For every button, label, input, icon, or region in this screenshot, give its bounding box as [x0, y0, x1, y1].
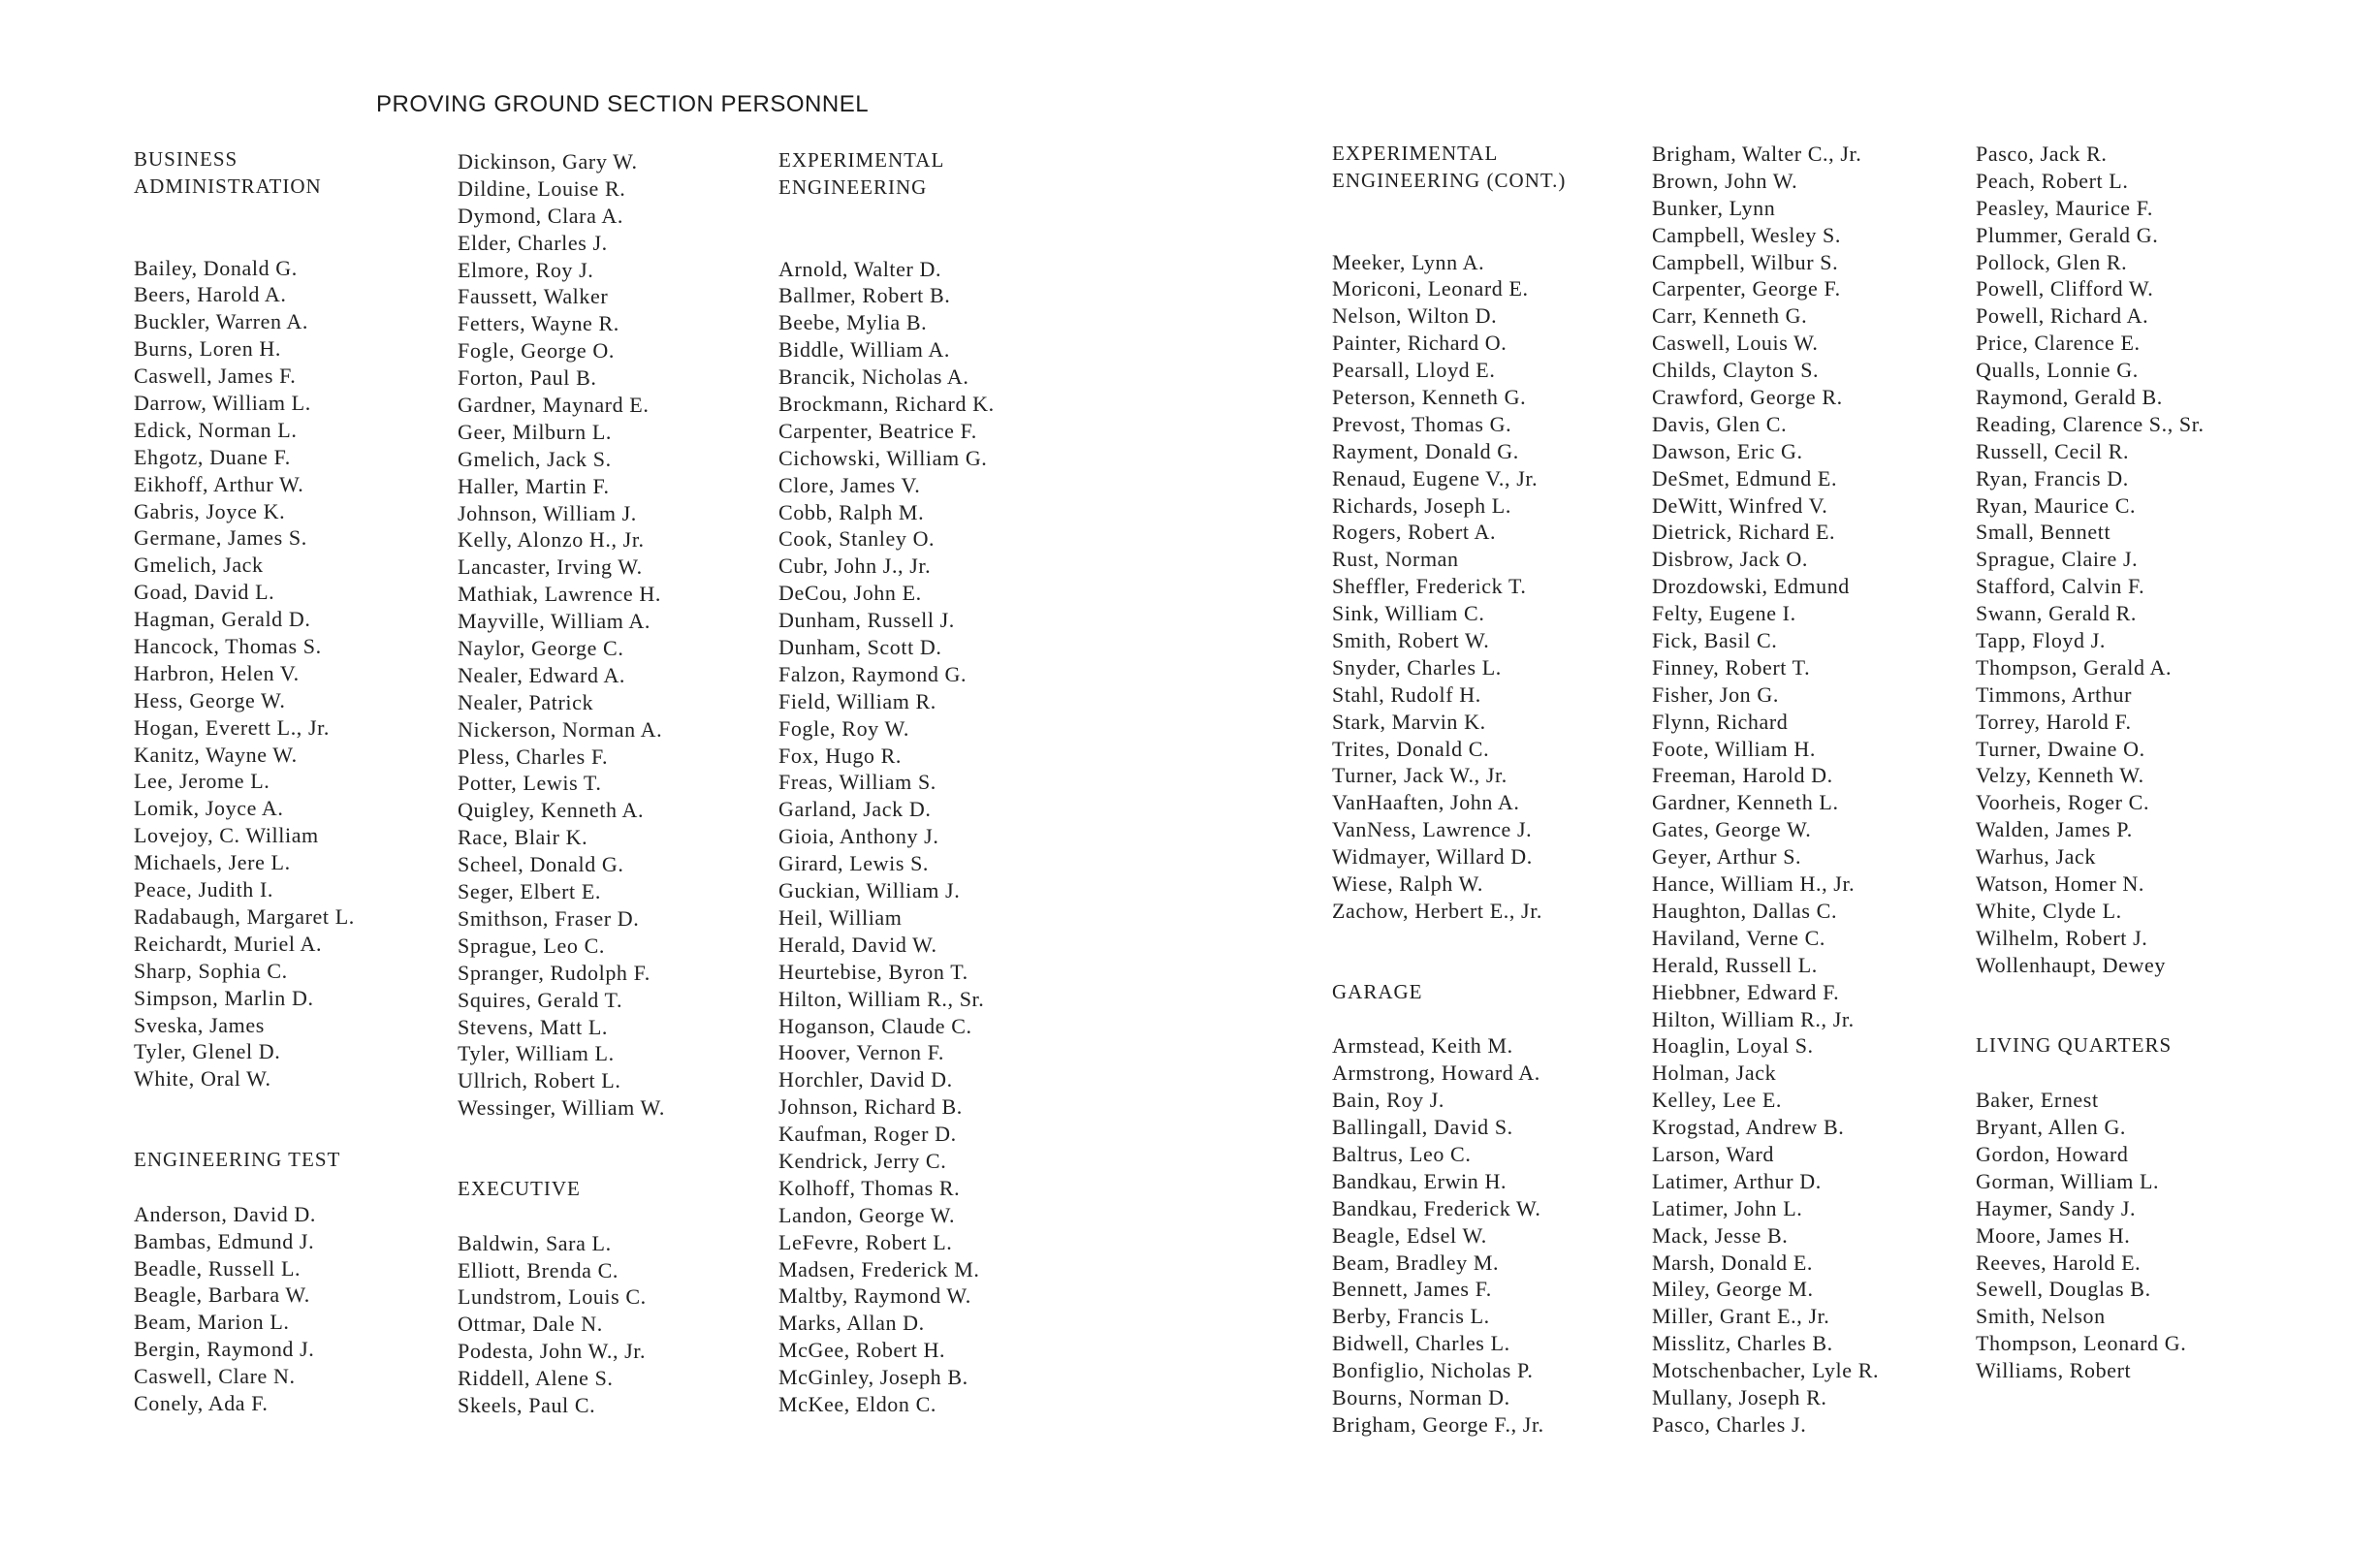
personnel-name: Johnson, Richard B. [778, 1094, 963, 1120]
personnel-name: Richards, Joseph L. [1332, 492, 1511, 518]
personnel-name: Spranger, Rudolph F. [458, 960, 651, 985]
personnel-name: Brockmann, Richard K. [778, 392, 995, 417]
personnel-name: Elmore, Roy J. [458, 257, 594, 282]
personnel-name: Painter, Richard O. [1332, 331, 1507, 356]
personnel-name: Brown, John W. [1652, 168, 1798, 193]
personnel-name: Bennett, James F. [1332, 1277, 1492, 1302]
personnel-name: Zachow, Herbert E., Jr. [1332, 898, 1543, 923]
personnel-name: Baltrus, Leo C. [1332, 1141, 1472, 1166]
personnel-name: Hoganson, Claude C. [778, 1013, 972, 1038]
personnel-column-3 [778, 147, 1098, 1418]
personnel-name: Forton, Paul B. [458, 365, 597, 391]
personnel-name: Mack, Jesse B. [1652, 1222, 1789, 1248]
personnel-name: Crawford, George R. [1652, 385, 1843, 410]
personnel-name: Watson, Homer N. [1976, 871, 2145, 897]
personnel-name: Field, William R. [778, 688, 936, 713]
personnel-name: Naylor, George C. [458, 636, 624, 661]
spacer [458, 1149, 777, 1176]
personnel-name: Stahl, Rudolf H. [1332, 681, 1481, 707]
personnel-name: Lovejoy, C. William [134, 823, 319, 848]
personnel-name: Carr, Kenneth G. [1652, 303, 1808, 329]
personnel-name: Falzon, Raymond G. [778, 661, 968, 686]
personnel-name: Campbell, Wesley S. [1652, 222, 1841, 247]
personnel-name: Peach, Robert L. [1976, 168, 2129, 193]
personnel-name: Ryan, Francis D. [1976, 465, 2129, 491]
spacer [458, 1122, 777, 1149]
personnel-name: Trites, Donald C. [1332, 736, 1490, 761]
personnel-name: Haymer, Sandy J. [1976, 1195, 2137, 1220]
personnel-name: Snyder, Charles L. [1332, 654, 1502, 680]
personnel-name: Cobb, Ralph M. [778, 499, 925, 524]
personnel-name: Haughton, Dallas C. [1652, 898, 1838, 923]
personnel-name: Fick, Basil C. [1652, 628, 1778, 653]
personnel-name: Goad, David L. [134, 580, 275, 605]
personnel-name: Beam, Marion L. [134, 1310, 290, 1335]
personnel-name: Stark, Marvin K. [1332, 709, 1486, 734]
personnel-name: Nickerson, Norman A. [458, 716, 663, 742]
personnel-name: Warhus, Jack [1976, 844, 2096, 870]
personnel-name: Armstrong, Howard A. [1332, 1060, 1540, 1086]
personnel-name: Riddell, Alene S. [458, 1366, 614, 1391]
personnel-name: Lee, Jerome L. [134, 769, 270, 794]
personnel-name: Gmelich, Jack S. [458, 446, 612, 471]
personnel-name: Dymond, Clara A. [458, 203, 623, 228]
personnel-name: Clore, James V. [778, 472, 921, 497]
personnel-name: Brigham, George F., Jr. [1332, 1411, 1544, 1437]
personnel-name: Quigley, Kenneth A. [458, 798, 645, 823]
personnel-name: Madsen, Frederick M. [778, 1256, 980, 1282]
personnel-name: Cubr, John J., Jr. [778, 554, 932, 579]
personnel-name: Caswell, Clare N. [134, 1364, 296, 1389]
personnel-name: Gardner, Maynard E. [458, 393, 650, 418]
personnel-name: Harbron, Helen V. [134, 660, 300, 685]
personnel-name: Thompson, Leonard G. [1976, 1331, 2187, 1356]
personnel-name: Fox, Hugo R. [778, 743, 902, 768]
spacer [134, 1174, 454, 1201]
spacer [1976, 979, 2296, 1006]
personnel-name: Johnson, William J. [458, 500, 637, 525]
personnel-name: Scheel, Donald G. [458, 852, 624, 877]
personnel-name: Geyer, Arthur S. [1652, 844, 1802, 870]
personnel-name: Walden, James P. [1976, 817, 2133, 842]
personnel-name: Timmons, Arthur [1976, 681, 2133, 707]
personnel-name: Hoover, Vernon F. [778, 1040, 944, 1065]
personnel-name: McKee, Eldon C. [778, 1391, 936, 1416]
personnel-name: Herald, David W. [778, 932, 937, 957]
personnel-name: Haviland, Verne C. [1652, 925, 1826, 950]
personnel-name: Disbrow, Jack O. [1652, 547, 1808, 572]
spacer [458, 1203, 777, 1230]
personnel-column-4 [1332, 141, 1652, 1439]
personnel-column-6 [1976, 141, 2296, 1384]
personnel-name: Beers, Harold A. [134, 282, 287, 307]
personnel-name: Plummer, Gerald G. [1976, 222, 2159, 247]
personnel-name: Hancock, Thomas S. [134, 634, 322, 659]
personnel-name: Pearsall, Lloyd E. [1332, 358, 1496, 383]
section-heading: BUSINESS [134, 147, 238, 171]
personnel-name: White, Clyde L. [1976, 898, 2122, 923]
personnel-name: Squires, Gerald T. [458, 987, 623, 1012]
personnel-name: Dunham, Russell J. [778, 608, 955, 633]
personnel-name: Sveska, James [134, 1012, 265, 1037]
personnel-name: Hoaglin, Loyal S. [1652, 1033, 1814, 1059]
personnel-name: Drozdowski, Edmund [1652, 574, 1850, 599]
personnel-name: Gardner, Kenneth L. [1652, 790, 1839, 815]
personnel-name: Armstead, Keith M. [1332, 1033, 1513, 1059]
personnel-name: VanHaaften, John A. [1332, 790, 1520, 815]
personnel-name: Mullany, Joseph R. [1652, 1384, 1827, 1409]
personnel-name: Ballmer, Robert B. [778, 283, 951, 308]
personnel-name: Sewell, Douglas B. [1976, 1277, 2151, 1302]
personnel-name: Beam, Bradley M. [1332, 1250, 1500, 1275]
personnel-name: Smith, Robert W. [1332, 628, 1490, 653]
personnel-name: Buckler, Warren A. [134, 309, 309, 334]
personnel-name: Wollenhaupt, Dewey [1976, 952, 2166, 977]
personnel-name: Reeves, Harold E. [1976, 1250, 2142, 1275]
personnel-name: Smithson, Fraser D. [458, 905, 640, 931]
personnel-name: Hilton, William R., Sr. [778, 986, 985, 1011]
personnel-name: Fetters, Wayne R. [458, 311, 619, 336]
personnel-name: Wessinger, William W. [458, 1095, 665, 1121]
personnel-name: Powell, Clifford W. [1976, 276, 2154, 301]
personnel-name: Widmayer, Willard D. [1332, 844, 1533, 870]
spacer [1332, 1006, 1652, 1033]
personnel-name: Simpson, Marlin D. [134, 985, 314, 1010]
personnel-name: Garland, Jack D. [778, 797, 932, 822]
personnel-name: Peasley, Maurice F. [1976, 195, 2153, 220]
personnel-name: Misslitz, Charles B. [1652, 1331, 1833, 1356]
personnel-name: Carpenter, Beatrice F. [778, 418, 977, 443]
personnel-name: Raymond, Gerald B. [1976, 385, 2163, 410]
personnel-name: Fisher, Jon G. [1652, 681, 1779, 707]
section-heading: ENGINEERING [778, 174, 928, 199]
personnel-name: Small, Bennett [1976, 520, 2111, 545]
personnel-name: Moriconi, Leonard E. [1332, 276, 1529, 301]
personnel-name: Maltby, Raymond W. [778, 1283, 971, 1309]
personnel-name: Bidwell, Charles L. [1332, 1331, 1510, 1356]
personnel-name: Caswell, James F. [134, 364, 297, 389]
personnel-name: Heurtebise, Byron T. [778, 959, 968, 984]
personnel-name: Landon, George W. [778, 1202, 956, 1227]
personnel-name: Lundstrom, Louis C. [458, 1284, 647, 1310]
personnel-name: Podesta, John W., Jr. [458, 1339, 647, 1364]
personnel-name: Smith, Nelson [1976, 1304, 2106, 1329]
spacer [134, 1092, 454, 1120]
personnel-name: White, Oral W. [134, 1066, 271, 1092]
personnel-name: Motschenbacher, Lyle R. [1652, 1358, 1880, 1383]
personnel-name: Latimer, John L. [1652, 1195, 1803, 1220]
section-heading: ENGINEERING (CONT.) [1332, 168, 1567, 192]
personnel-name: McGee, Robert H. [778, 1338, 946, 1363]
personnel-name: Reading, Clarence S., Sr. [1976, 411, 2205, 436]
personnel-name: Flynn, Richard [1652, 709, 1789, 734]
personnel-name: Turner, Jack W., Jr. [1332, 763, 1507, 788]
personnel-name: Rayment, Donald G. [1332, 438, 1519, 463]
personnel-name: Lancaster, Irving W. [458, 554, 643, 580]
personnel-name: Thompson, Gerald A. [1976, 654, 2173, 680]
personnel-name: Bandkau, Erwin H. [1332, 1168, 1507, 1193]
personnel-name: Baldwin, Sara L. [458, 1230, 612, 1255]
personnel-name: Turner, Dwaine O. [1976, 736, 2145, 761]
personnel-name: Stevens, Matt L. [458, 1014, 609, 1039]
personnel-name: Swann, Gerald R. [1976, 601, 2138, 626]
personnel-name: Hiebbner, Edward F. [1652, 979, 1840, 1004]
personnel-name: Ryan, Maurice C. [1976, 492, 2137, 518]
personnel-name: Herald, Russell L. [1652, 952, 1818, 977]
personnel-name: Wilhelm, Robert J. [1976, 925, 2148, 950]
personnel-name: Kelley, Lee E. [1652, 1088, 1783, 1113]
personnel-name: DeSmet, Edmund E. [1652, 465, 1838, 491]
personnel-name: Dunham, Scott D. [778, 635, 942, 660]
personnel-name: Dietrick, Richard E. [1652, 520, 1836, 545]
personnel-name: Williams, Robert [1976, 1358, 2132, 1383]
personnel-name: McGinley, Joseph B. [778, 1365, 968, 1390]
personnel-name: Kolhoff, Thomas R. [778, 1175, 961, 1200]
personnel-name: Burns, Loren H. [134, 336, 281, 362]
personnel-name: Reichardt, Muriel A. [134, 931, 323, 956]
personnel-name: Potter, Lewis T. [458, 771, 602, 796]
section-heading: EXECUTIVE [458, 1176, 581, 1200]
personnel-name: Renaud, Eugene V., Jr. [1332, 465, 1539, 491]
personnel-name: Seger, Elbert E. [458, 879, 602, 904]
personnel-name: Rust, Norman [1332, 547, 1459, 572]
personnel-name: Tapp, Floyd J. [1976, 628, 2106, 653]
section-heading: EXPERIMENTAL [1332, 142, 1499, 165]
personnel-name: Beebe, Mylia B. [778, 310, 928, 335]
personnel-name: Tyler, Glenel D. [134, 1039, 281, 1064]
personnel-name: Price, Clarence E. [1976, 331, 2141, 356]
personnel-name: Fogle, George O. [458, 338, 615, 364]
personnel-name: Lomik, Joyce A. [134, 796, 284, 821]
personnel-name: Baker, Ernest [1976, 1088, 2099, 1113]
spacer [778, 202, 1098, 229]
personnel-name: Voorheis, Roger C. [1976, 790, 2150, 815]
personnel-name: Hogan, Everett L., Jr. [134, 714, 330, 740]
personnel-name: Nelson, Wilton D. [1332, 303, 1498, 329]
personnel-name: Kanitz, Wayne W. [134, 742, 298, 767]
personnel-name: Ullrich, Robert L. [458, 1068, 621, 1093]
personnel-name: Heil, William [778, 904, 903, 930]
personnel-name: Cichowski, William G. [778, 445, 988, 470]
personnel-name: Stafford, Calvin F. [1976, 574, 2145, 599]
personnel-name: DeWitt, Winfred V. [1652, 492, 1828, 518]
personnel-name: Gorman, William L. [1976, 1168, 2160, 1193]
personnel-name: Hagman, Gerald D. [134, 607, 311, 632]
spacer [1976, 1060, 2296, 1087]
spacer [1332, 952, 1652, 979]
personnel-name: Childs, Clayton S. [1652, 358, 1820, 383]
personnel-name: Ehgotz, Duane F. [134, 444, 291, 469]
personnel-name: Russell, Cecil R. [1976, 438, 2130, 463]
personnel-name: Bain, Roy J. [1332, 1088, 1444, 1113]
personnel-name: Nealer, Patrick [458, 689, 594, 714]
personnel-name: Davis, Glen C. [1652, 411, 1788, 436]
personnel-name: Felty, Eugene I. [1652, 601, 1796, 626]
personnel-name: Larson, Ward [1652, 1141, 1774, 1166]
personnel-name: Fogle, Roy W. [778, 715, 909, 741]
personnel-name: Mathiak, Lawrence H. [458, 582, 661, 607]
personnel-name: Berby, Francis L. [1332, 1304, 1490, 1329]
spacer [1976, 1006, 2296, 1033]
personnel-name: LeFevre, Robert L. [778, 1229, 953, 1254]
personnel-name: Finney, Robert T. [1652, 654, 1811, 680]
personnel-name: Ottmar, Dale N. [458, 1312, 603, 1337]
section-heading: GARAGE [1332, 979, 1423, 1003]
spacer [778, 229, 1098, 256]
personnel-name: Meeker, Lynn A. [1332, 249, 1485, 274]
personnel-name: Gmelich, Jack [134, 553, 264, 578]
personnel-name: Peterson, Kenneth G. [1332, 385, 1527, 410]
spacer [134, 1120, 454, 1147]
personnel-column-1 [134, 146, 454, 1417]
personnel-name: Gordon, Howard [1976, 1141, 2129, 1166]
personnel-column-5 [1652, 141, 1972, 1439]
personnel-name: Beagle, Edsel W. [1332, 1222, 1487, 1248]
personnel-name: Girard, Lewis S. [778, 851, 930, 876]
personnel-name: Powell, Richard A. [1976, 303, 2149, 329]
section-heading: LIVING QUARTERS [1976, 1033, 2173, 1058]
personnel-name: Krogstad, Andrew B. [1652, 1115, 1845, 1140]
personnel-name: Miley, George M. [1652, 1277, 1814, 1302]
personnel-name: Bryant, Allen G. [1976, 1115, 2127, 1140]
personnel-name: Horchler, David D. [778, 1067, 953, 1092]
personnel-name: Bailey, Donald G. [134, 255, 298, 280]
personnel-name: Kendrick, Jerry C. [778, 1148, 947, 1173]
personnel-name: Kaufman, Roger D. [778, 1122, 957, 1147]
personnel-name: Conely, Ada F. [134, 1390, 269, 1415]
personnel-name: Bergin, Raymond J. [134, 1337, 315, 1362]
personnel-name: Guckian, William J. [778, 878, 961, 903]
personnel-name: Bourns, Norman D. [1332, 1384, 1510, 1409]
personnel-name: Caswell, Louis W. [1652, 331, 1819, 356]
personnel-name: Hess, George W. [134, 687, 286, 712]
personnel-name: Moore, James H. [1976, 1222, 2131, 1248]
personnel-name: Germane, James S. [134, 525, 307, 551]
personnel-name: Gates, George W. [1652, 817, 1812, 842]
personnel-name: Darrow, William L. [134, 391, 311, 416]
personnel-name: Sharp, Sophia C. [134, 958, 288, 983]
personnel-name: Eikhoff, Arthur W. [134, 471, 304, 496]
personnel-name: Sheffler, Frederick T. [1332, 574, 1527, 599]
personnel-name: Sprague, Claire J. [1976, 547, 2139, 572]
personnel-name: Freeman, Harold D. [1652, 763, 1833, 788]
page-title: PROVING GROUND SECTION PERSONNEL [376, 91, 870, 117]
personnel-name: Peace, Judith I. [134, 877, 274, 902]
personnel-name: Beagle, Barbara W. [134, 1282, 310, 1308]
personnel-name: Pollock, Glen R. [1976, 249, 2128, 274]
personnel-name: Sprague, Leo C. [458, 933, 605, 958]
personnel-name: Velzy, Kenneth W. [1976, 763, 2144, 788]
personnel-name: Skeels, Paul C. [458, 1392, 596, 1417]
personnel-name: VanNess, Lawrence J. [1332, 817, 1533, 842]
personnel-name: Marsh, Donald E. [1652, 1250, 1814, 1275]
personnel-name: Sink, William C. [1332, 601, 1485, 626]
personnel-name: Latimer, Arthur D. [1652, 1168, 1822, 1193]
personnel-name: Qualls, Lonnie G. [1976, 358, 2139, 383]
section-heading: ENGINEERING TEST [134, 1147, 341, 1171]
personnel-name: Foote, William H. [1652, 736, 1817, 761]
personnel-name: Beadle, Russell L. [134, 1255, 301, 1281]
personnel-name: Gabris, Joyce K. [134, 498, 286, 523]
personnel-name: Brigham, Walter C., Jr. [1652, 142, 1862, 166]
section-heading: ADMINISTRATION [134, 174, 322, 198]
personnel-name: Arnold, Walter D. [778, 256, 942, 281]
personnel-name: Freas, William S. [778, 770, 936, 795]
personnel-name: Ballingall, David S. [1332, 1115, 1513, 1140]
personnel-name: Pless, Charles F. [458, 744, 609, 769]
personnel-name: DeCou, John E. [778, 581, 922, 606]
personnel-name: Hilton, William R., Jr. [1652, 1006, 1855, 1031]
personnel-name: Pasco, Charles J. [1652, 1411, 1807, 1437]
personnel-name: Bunker, Lynn [1652, 195, 1776, 220]
personnel-name: Dawson, Eric G. [1652, 438, 1803, 463]
spacer [134, 201, 454, 228]
personnel-name: Brancik, Nicholas A. [778, 364, 969, 390]
spacer [134, 228, 454, 255]
personnel-name: Bonfiglio, Nicholas P. [1332, 1358, 1534, 1383]
personnel-name: Torrey, Harold F. [1976, 709, 2132, 734]
personnel-name: Prevost, Thomas G. [1332, 411, 1512, 436]
personnel-name: Campbell, Wilbur S. [1652, 249, 1839, 274]
personnel-name: Wiese, Ralph W. [1332, 871, 1483, 897]
personnel-name: Pasco, Jack R. [1976, 142, 2108, 166]
personnel-name: Holman, Jack [1652, 1060, 1777, 1086]
personnel-name: Geer, Milburn L. [458, 419, 613, 444]
personnel-name: Elder, Charles J. [458, 230, 608, 255]
personnel-name: Miller, Grant E., Jr. [1652, 1304, 1830, 1329]
personnel-name: Tyler, William L. [458, 1041, 615, 1066]
personnel-name: Cook, Stanley O. [778, 526, 936, 552]
personnel-name: Dildine, Louise R. [458, 175, 626, 201]
personnel-column-2 [458, 148, 777, 1419]
spacer [1332, 222, 1652, 249]
personnel-name: Bandkau, Frederick W. [1332, 1195, 1541, 1220]
personnel-name: Edick, Norman L. [134, 417, 298, 442]
personnel-name: Hance, William H., Jr. [1652, 871, 1856, 897]
personnel-name: Kelly, Alonzo H., Jr. [458, 527, 645, 553]
personnel-name: Rogers, Robert A. [1332, 520, 1497, 545]
personnel-name: Radabaugh, Margaret L. [134, 903, 355, 929]
personnel-name: Gioia, Anthony J. [778, 824, 939, 849]
section-heading: EXPERIMENTAL [778, 148, 945, 172]
personnel-name: Nealer, Edward A. [458, 662, 626, 687]
personnel-name: Elliott, Brenda C. [458, 1257, 619, 1282]
personnel-name: Marks, Allan D. [778, 1311, 925, 1336]
personnel-name: Race, Blair K. [458, 825, 588, 850]
personnel-name: Anderson, David D. [134, 1201, 316, 1226]
personnel-name: Dickinson, Gary W. [458, 149, 638, 174]
personnel-name: Michaels, Jere L. [134, 850, 291, 875]
personnel-name: Biddle, William A. [778, 337, 950, 363]
personnel-name: Mayville, William A. [458, 609, 651, 634]
personnel-name: Bambas, Edmund J. [134, 1228, 315, 1253]
personnel-name: Haller, Martin F. [458, 473, 610, 498]
personnel-name: Faussett, Walker [458, 284, 609, 309]
spacer [1332, 925, 1652, 952]
spacer [1332, 195, 1652, 222]
personnel-name: Carpenter, George F. [1652, 276, 1841, 301]
